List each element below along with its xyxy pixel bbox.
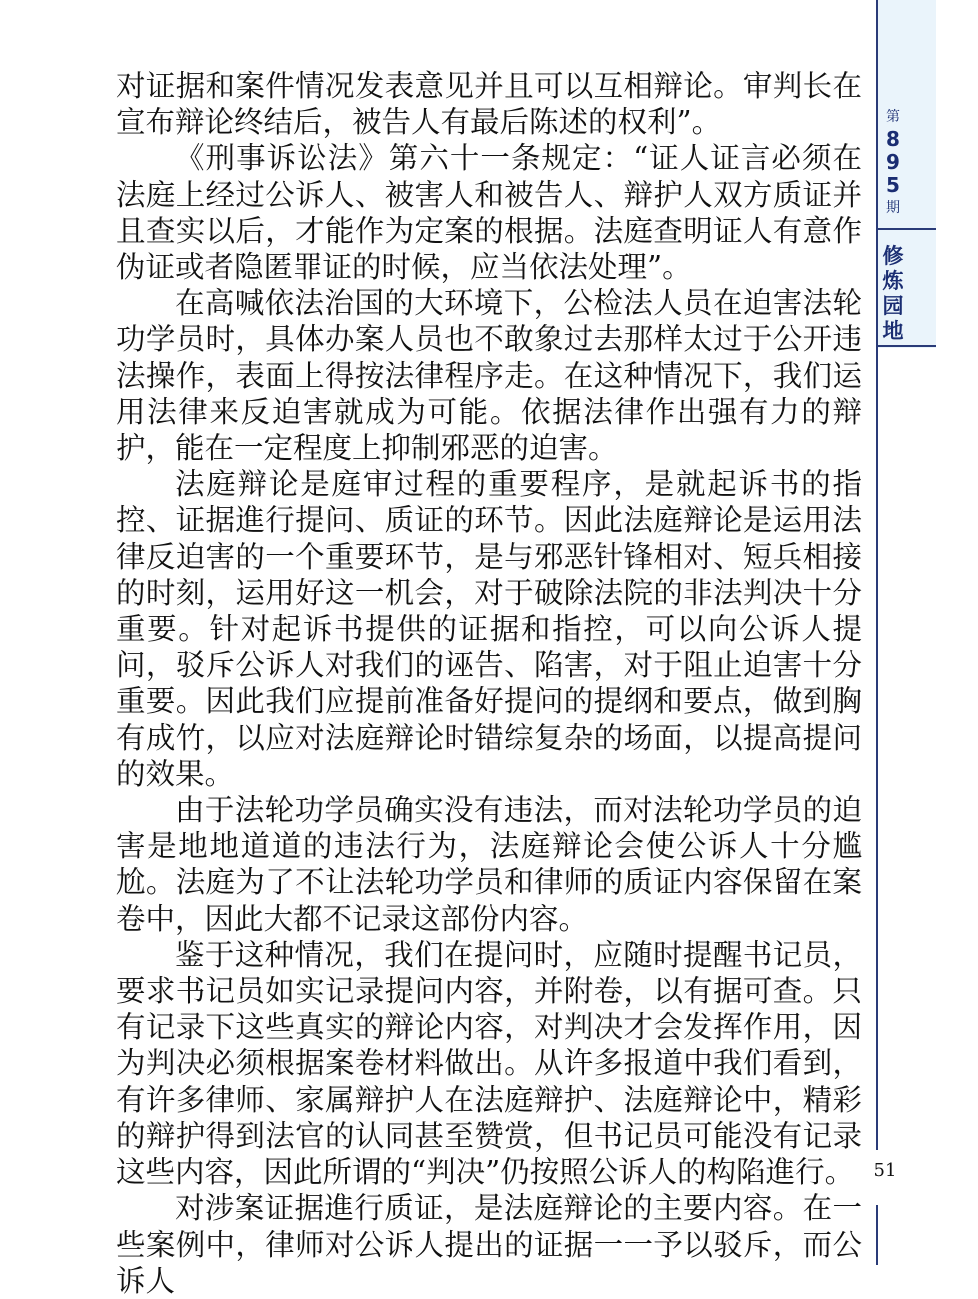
- column-title-char: 园: [882, 294, 904, 318]
- body-text: [116, 68, 862, 1299]
- paragraph: 在高喊依法治国的大环境下，公检法人员在迫害法轮功学员时，具体办案人员也不敢象过去那样太过于公开违法操作，表面上得按法律程序走。在这种情况下，我们运用法律来反迫害就成为可能。依据法律作出强有力的辩护，能在一定程度上抑制邪恶的迫害。: [116, 286, 862, 466]
- paragraph: 《刑事诉讼法》第六十一条规定：“证人证言必须在法庭上经过公诉人、被害人和被告人、辩护人双方质证并且查实以后，才能作为定案的根据。法庭查明证人有意作伪证或者隐匿罪证的时候，应当依法处理”。: [116, 141, 862, 285]
- issue-suffix: 期: [886, 200, 900, 216]
- sidebar-rule-bottom: [876, 1205, 878, 1265]
- sidebar-divider: [876, 345, 936, 347]
- paragraph: 鉴于这种情况，我们在提问时，应随时提醒书记员，要求书记员如实记录提问内容，并附卷，以有据可查。只有记录下这些真实的辩论内容，对判决才会发挥作用，因为判决必须根据案卷材料做出。从许多报道中我们看到，有许多律师、家属辩护人在法庭辩护、法庭辩论中，精彩的辩护得到法官的认同甚至赞赏，但书记员可能没有记录这些内容，因此所谓的“判决”仍按照公诉人的构陷進行。: [116, 937, 862, 1190]
- column-title-char: 修: [882, 244, 904, 268]
- column-title: [878, 244, 908, 344]
- page-number: 51: [873, 1160, 897, 1181]
- issue-prefix: 第: [886, 109, 900, 125]
- column-title-char: 炼: [882, 269, 904, 293]
- issue-number: [878, 106, 908, 219]
- paragraph: 对涉案证据進行质证，是法庭辩论的主要内容。在一些案例中，律师对公诉人提出的证据一一予以驳斥，而公诉人: [116, 1191, 862, 1298]
- column-title-char: 地: [882, 319, 904, 343]
- issue-digit: 9: [886, 150, 900, 174]
- issue-digit: 8: [886, 127, 900, 151]
- issue-digit: 5: [886, 173, 900, 197]
- paragraph: 对证据和案件情况发表意见并且可以互相辩论。审判长在宣布辩论终结后，被告人有最后陈述的权利”。: [116, 69, 862, 140]
- paragraph: 由于法轮功学员确实没有违法，而对法轮功学员的迫害是地地道道的违法行为，法庭辩论会使公诉人十分尴尬。法庭为了不让法轮功学员和律师的质证内容保留在案卷中，因此大都不记录这部份内容。: [116, 793, 862, 936]
- sidebar-divider: [876, 228, 936, 230]
- paragraph: 法庭辩论是庭审过程的重要程序，是就起诉书的指控、证据進行提问、质证的环节。因此法庭辩论是运用法律反迫害的一个重要环节，是与邪恶针锋相对、短兵相接的时刻，运用好这一机会，对于破除法院的非法判决十分重要。针对起诉书提供的证据和指控，可以向公诉人提问，驳斥公诉人对我们的诬告、陷害，对于阻止迫害十分重要。因此我们应提前准备好提问的提纲和要点，做到胸有成竹，以应对法庭辩论时错综复杂的场面，以提高提问的效果。: [116, 467, 862, 791]
